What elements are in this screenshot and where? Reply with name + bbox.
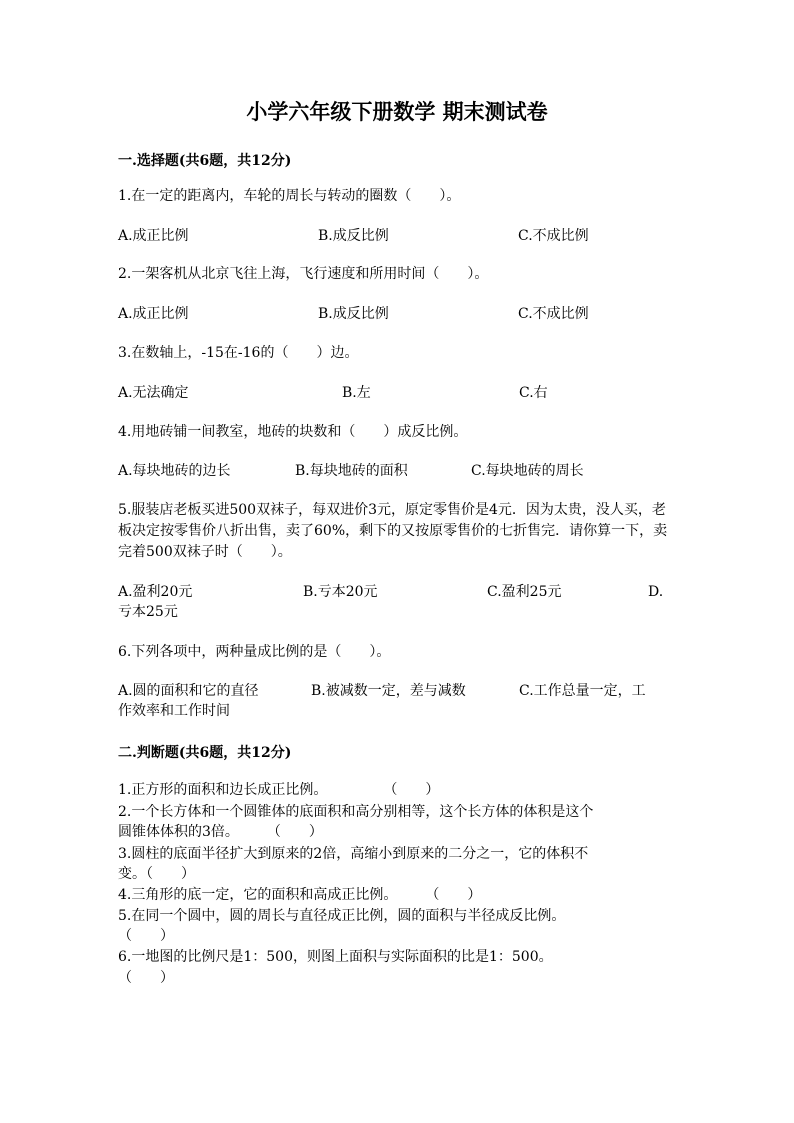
judge-line: 1.正方形的面积和边长成正比例。 （ ） bbox=[118, 782, 440, 798]
option-b: B.成反比例 bbox=[318, 228, 389, 244]
judge-line: 5.在同一个圆中，圆的周长与直径成正比例，圆的面积与半径成反比例。 bbox=[118, 908, 566, 924]
section-heading-judge: 二.判断题(共6题，共12分) bbox=[118, 745, 292, 761]
option-a: A.成正比例 bbox=[118, 306, 189, 322]
option-b: B.左 bbox=[342, 385, 371, 401]
judge-line: 3.圆柱的底面半径扩大到原来的2倍，高缩小到原来的二分之一，它的体积不 bbox=[118, 846, 589, 862]
page-title: 小学六年级下册数学 期末测试卷 bbox=[246, 99, 548, 124]
option-a: A.无法确定 bbox=[118, 385, 189, 401]
option-a: A.盈利20元 bbox=[118, 584, 193, 600]
judge-line: （ ） bbox=[118, 928, 174, 944]
option-a: A.每块地砖的边长 bbox=[118, 463, 231, 479]
question-5-options bbox=[118, 582, 662, 624]
judge-line: 4.三角形的底一定，它的面积和高成正比例。 （ ） bbox=[118, 887, 482, 903]
judge-line: 2.一个长方体和一个圆锥体的底面积和高分别相等，这个长方体的体积是这个 bbox=[118, 804, 594, 820]
question-4: 4.用地砖铺一间教室，地砖的块数和（ ）成反比例。 bbox=[118, 424, 468, 440]
judge-line: 6.一地图的比例尺是1：500，则图上面积与实际面积的比是1：500。 bbox=[118, 949, 553, 965]
judge-line: （ ） bbox=[118, 970, 174, 986]
option-c: C.每块地砖的周长 bbox=[471, 463, 584, 479]
judge-line: 圆锥体体积的3倍。 （ ） bbox=[118, 824, 323, 840]
question-1: 1.在一定的距离内，车轮的周长与转动的圈数（ ）。 bbox=[118, 188, 461, 204]
option-b: B.成反比例 bbox=[318, 306, 389, 322]
option-c: C.不成比例 bbox=[518, 306, 589, 322]
question-5: 5.服装店老板买进500双袜子，每双进价3元，原定零售价是4元．因为太贵，没人买，老板决定按零售价八折出售，卖了60%，剩下的又按原零售价的七折售完．请你算一下，卖完着500双袜子时（ ）。 bbox=[118, 502, 668, 560]
option-b: B.亏本20元 bbox=[303, 584, 378, 600]
option-c: C.不成比例 bbox=[518, 228, 589, 244]
question-6: 6.下列各项中，两种量成比例的是（ ）。 bbox=[118, 644, 391, 660]
question-3: 3.在数轴上，-15在-16的（ ）边。 bbox=[118, 345, 359, 361]
option-a: A.圆的面积和它的直径 bbox=[118, 683, 259, 699]
question-2: 2.一架客机从北京飞往上海，飞行速度和所用时间（ ）。 bbox=[118, 266, 489, 282]
option-b: B.每块地砖的面积 bbox=[295, 463, 408, 479]
option-b: B.被减数一定，差与减数 bbox=[311, 683, 466, 699]
option-c: C.盈利25元 bbox=[487, 584, 562, 600]
option-d: D. bbox=[648, 584, 664, 600]
option-c-continued: 作效率和工作时间 bbox=[118, 703, 230, 719]
option-a: A.成正比例 bbox=[118, 228, 189, 244]
option-c: C.工作总量一定，工 bbox=[519, 683, 646, 699]
section-heading-choice: 一.选择题(共6题，共12分) bbox=[118, 153, 292, 169]
judge-line: 变。（ ） bbox=[118, 866, 195, 882]
option-d-text: 亏本25元 bbox=[118, 604, 178, 620]
option-c: C.右 bbox=[519, 385, 548, 401]
question-6-options bbox=[118, 681, 662, 723]
